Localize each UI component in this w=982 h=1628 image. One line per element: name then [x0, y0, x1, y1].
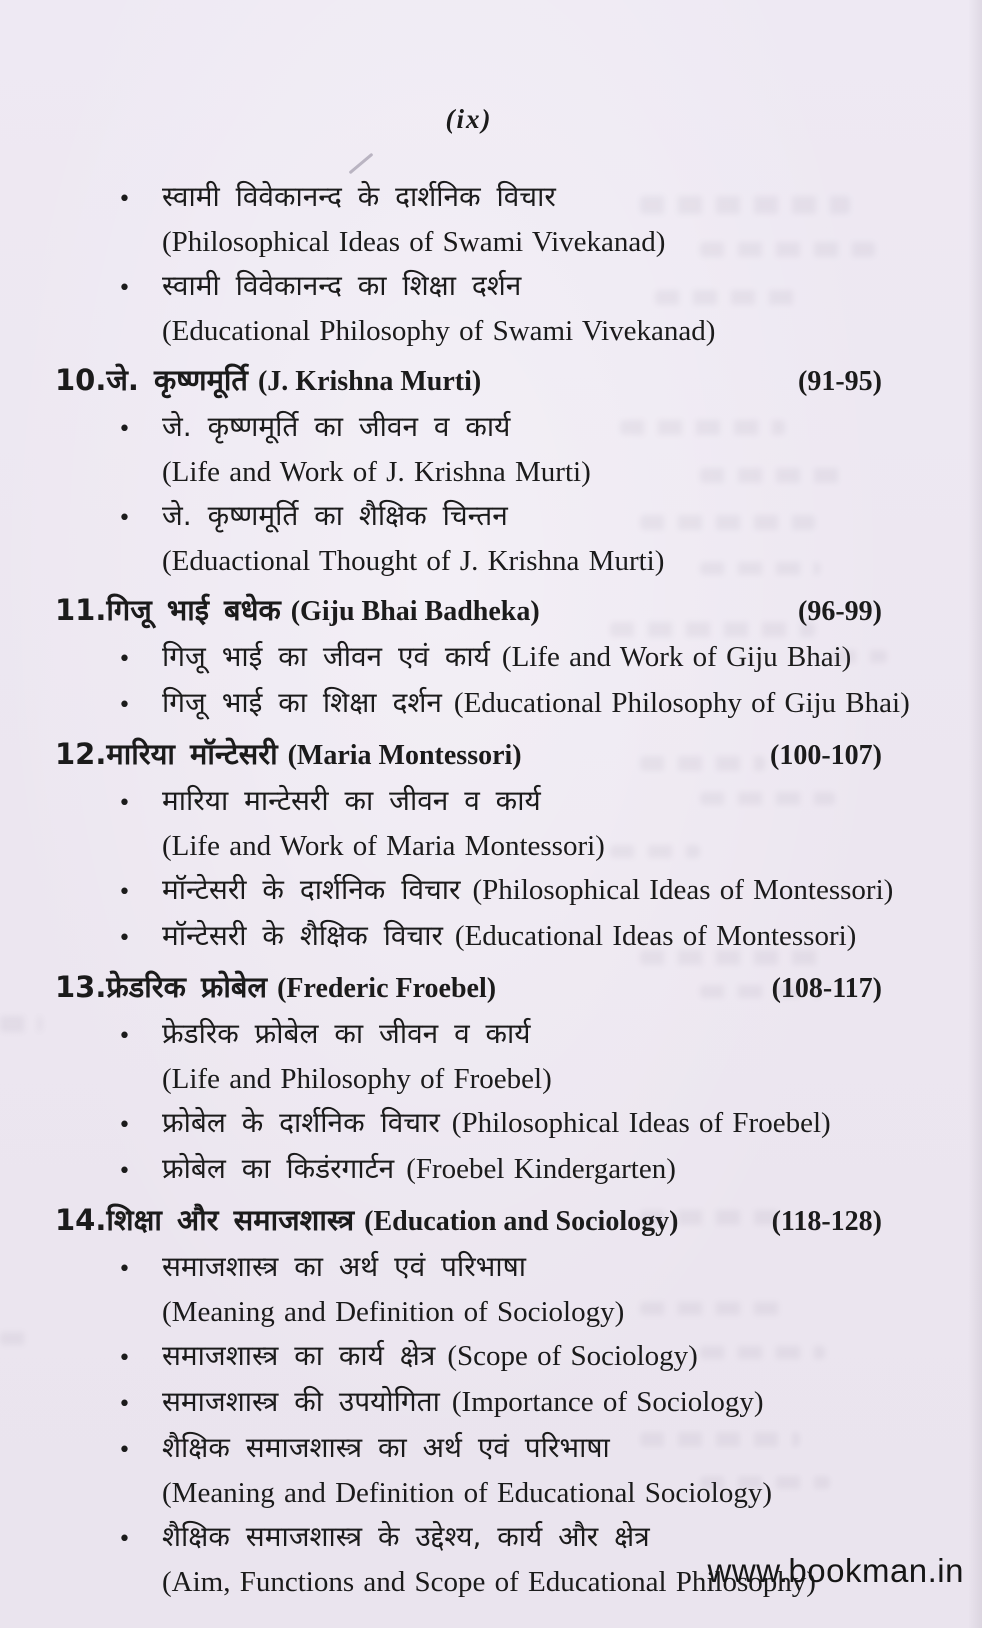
bullet-icon: •	[118, 791, 131, 816]
section-title-english: (Maria Montessori)	[287, 740, 522, 771]
section-number: 14.	[55, 1203, 107, 1237]
item-text-hindi: फ्रेडरिक फ्रोबेल का जीवन व कार्य	[162, 1017, 531, 1050]
list-item	[55, 1147, 882, 1193]
list-item	[55, 494, 882, 540]
item-text-english: (Importance of Sociology)	[451, 1386, 764, 1418]
item-text-hindi: फ्रोबेल का किडंरगार्टन	[162, 1152, 395, 1185]
item-text-hindi: फ्रोबेल के दार्शनिक विचार	[162, 1106, 440, 1139]
section-header	[55, 587, 882, 635]
list-item	[55, 1101, 882, 1147]
section-header	[55, 357, 882, 405]
item-text-hindi: स्वामी विवेकानन्द का शिक्षा दर्शन	[162, 269, 522, 302]
section-title-hindi: शिक्षा और समाजशास्त्र	[106, 1203, 355, 1237]
item-text-english: (Life and Work of Giju Bhai)	[501, 641, 852, 673]
section-pages: (100-107)	[770, 740, 882, 771]
list-item	[55, 175, 882, 221]
item-text-hindi: स्वामी विवेकानन्द के दार्शनिक विचार	[162, 180, 556, 213]
item-text-english: (Educational Philosophy of Giju Bhai)	[453, 687, 910, 719]
item-text-hindi: शैक्षिक समाजशास्त्र के उद्देश्य, कार्य और क्षेत्र	[162, 1520, 650, 1553]
list-item	[55, 914, 882, 960]
section-header	[55, 964, 882, 1012]
item-text-hindi: गिजू भाई का शिक्षा दर्शन	[162, 686, 442, 719]
section-header	[55, 1197, 882, 1245]
english-subline: (Eduactional Thought of J. Krishna Murti)	[162, 545, 665, 577]
list-item	[55, 1426, 882, 1472]
section-header	[55, 731, 882, 779]
item-text-hindi: मॉन्टेसरी के शैक्षिक विचार	[162, 919, 443, 952]
list-item	[55, 868, 894, 914]
list-item	[55, 1012, 882, 1058]
bullet-icon: •	[118, 1159, 131, 1184]
item-text-english: (Philosophical Ideas of Froebel)	[451, 1107, 831, 1139]
bullet-icon: •	[118, 1438, 131, 1463]
bullet-icon: •	[118, 417, 131, 442]
table-of-contents	[55, 175, 910, 1604]
english-subline: (Meaning and Definition of Educational Sociology)	[162, 1477, 772, 1509]
item-text-hindi: मारिया मान्टेसरी का जीवन व कार्य	[162, 784, 541, 817]
watermark-text: www.bookman.in	[707, 1552, 964, 1589]
bullet-icon: •	[118, 1257, 131, 1282]
bullet-icon: •	[118, 1527, 131, 1552]
section-title-english: (Frederic Froebel)	[277, 973, 497, 1004]
item-text-hindi: जे. कृष्णमूर्ति का शैक्षिक चिन्तन	[162, 499, 508, 532]
english-subline: (Educational Philosophy of Swami Vivekanad)	[162, 315, 716, 347]
bullet-icon: •	[118, 1392, 131, 1417]
bleed-through-ghost	[0, 1332, 30, 1345]
section-title-hindi: मारिया मॉन्टेसरी	[106, 737, 278, 771]
section-number: 10.	[55, 363, 107, 397]
item-text-hindi: समाजशास्त्र का अर्थ एवं परिभाषा	[162, 1250, 527, 1283]
list-item	[55, 1380, 882, 1426]
english-subline: (Life and Work of J. Krishna Murti)	[162, 456, 591, 488]
bullet-icon: •	[118, 276, 131, 301]
list-item	[55, 635, 882, 681]
english-subline: (Aim, Functions and Scope of Educational Philosophy)	[162, 1566, 816, 1598]
section-title-hindi: गिजू भाई बधेक	[106, 593, 281, 627]
list-item	[55, 264, 882, 310]
item-text-hindi: जे. कृष्णमूर्ति का जीवन व कार्य	[162, 410, 511, 443]
item-text-hindi: मॉन्टेसरी के दार्शनिक विचार	[162, 873, 461, 906]
section-title-english: (Giju Bhai Badheka)	[290, 596, 540, 627]
bullet-icon: •	[118, 506, 131, 531]
section-number: 12.	[55, 737, 107, 771]
section-pages: (91-95)	[798, 366, 882, 397]
bullet-icon: •	[118, 647, 131, 672]
list-item	[55, 681, 910, 727]
item-text-hindi: शैक्षिक समाजशास्त्र का अर्थ एवं परिभाषा	[162, 1431, 610, 1464]
bullet-icon: •	[118, 1346, 131, 1371]
list-item	[55, 1245, 882, 1291]
section-pages: (118-128)	[771, 1206, 882, 1237]
stray-pen-mark	[349, 153, 374, 175]
item-text-english: (Froebel Kindergarten)	[406, 1153, 676, 1185]
section-pages: (96-99)	[798, 596, 882, 627]
bleed-through-ghost	[0, 1016, 42, 1032]
item-text-hindi: समाजशास्त्र का कार्य क्षेत्र	[162, 1339, 436, 1372]
bullet-icon: •	[118, 1024, 131, 1049]
english-subline: (Meaning and Definition of Sociology)	[162, 1296, 625, 1328]
english-subline: (Life and Work of Maria Montessori)	[162, 830, 605, 862]
section-number: 11.	[55, 593, 107, 627]
item-text-english: (Philosophical Ideas of Montessori)	[472, 874, 894, 906]
list-item	[55, 1334, 882, 1380]
bullet-icon: •	[118, 187, 131, 212]
section-title-english: (Education and Sociology)	[364, 1206, 679, 1237]
bullet-icon: •	[118, 880, 131, 905]
bullet-icon: •	[118, 693, 131, 718]
english-subline: (Philosophical Ideas of Swami Vivekanad)	[162, 226, 666, 258]
scan-edge-shadow	[968, 0, 982, 1628]
item-text-hindi: समाजशास्त्र की उपयोगिता	[162, 1385, 440, 1418]
section-number: 13.	[55, 970, 107, 1004]
section-title-hindi: फ्रेडरिक फ्रोबेल	[106, 970, 268, 1004]
bullet-icon: •	[118, 1113, 131, 1138]
item-text-hindi: गिजू भाई का जीवन एवं कार्य	[162, 640, 490, 673]
list-item	[55, 779, 882, 825]
bullet-icon: •	[118, 926, 131, 951]
section-pages: (108-117)	[771, 973, 882, 1004]
item-text-english: (Educational Ideas of Montessori)	[454, 920, 857, 952]
page-number-label: (ix)	[445, 104, 493, 134]
english-subline: (Life and Philosophy of Froebel)	[162, 1063, 552, 1095]
list-item	[55, 405, 882, 451]
item-text-english: (Scope of Sociology)	[447, 1340, 698, 1372]
section-title-english: (J. Krishna Murti)	[257, 366, 482, 397]
section-title-hindi: जे. कृष्णमूर्ति	[106, 363, 248, 397]
